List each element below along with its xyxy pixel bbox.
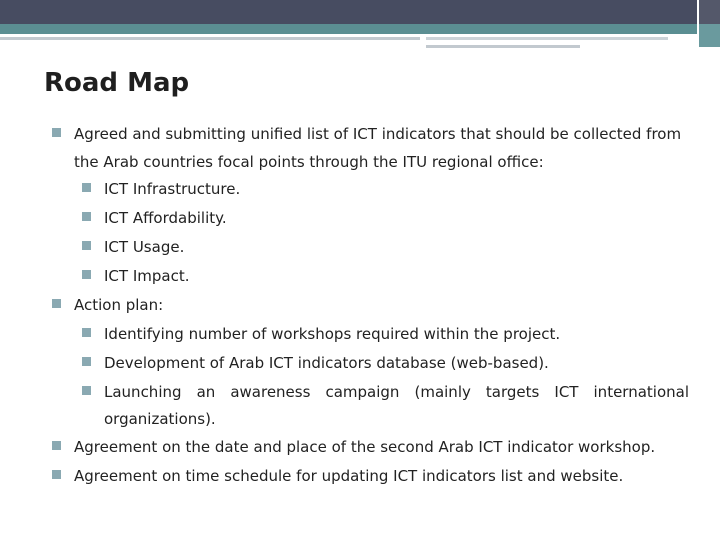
sub-item: Development of Arab ICT indicators database (web-based). — [104, 354, 549, 372]
list-item: Agreed and submitting unified list of ICT indicators that should be collected from — [74, 125, 682, 143]
sub-item-continued: organizations). — [104, 410, 216, 428]
bullet-icon — [52, 470, 61, 479]
bullet-icon — [82, 386, 91, 395]
bullet-icon — [82, 183, 91, 192]
list-item: Action plan: — [74, 296, 164, 314]
bullet-icon — [82, 328, 91, 337]
bullet-icon — [82, 270, 91, 279]
sub-item: ICT Usage. — [104, 238, 185, 256]
bullet-icon — [82, 241, 91, 250]
bullet-icon — [82, 357, 91, 366]
sub-item: ICT Affordability. — [104, 209, 227, 227]
list-item: Agreement on time schedule for updating ICT indicators list and website. — [74, 467, 624, 485]
bullet-icon — [82, 212, 91, 221]
slide-title: Road Map — [44, 68, 190, 98]
sub-item: ICT Infrastructure. — [104, 180, 241, 198]
bullet-icon — [52, 128, 61, 137]
sub-item: Identifying number of workshops required within the project. — [104, 325, 561, 343]
list-item-continued: the Arab countries focal points through the ITU regional office: — [74, 153, 544, 171]
list-item: Agreement on the date and place of the second Arab ICT indicator workshop. — [74, 438, 656, 456]
sub-item: Launching an awareness campaign (mainly targets ICT international — [104, 383, 689, 401]
bullet-icon — [52, 441, 61, 450]
sub-item: ICT Impact. — [104, 267, 190, 285]
bullet-icon — [52, 299, 61, 308]
